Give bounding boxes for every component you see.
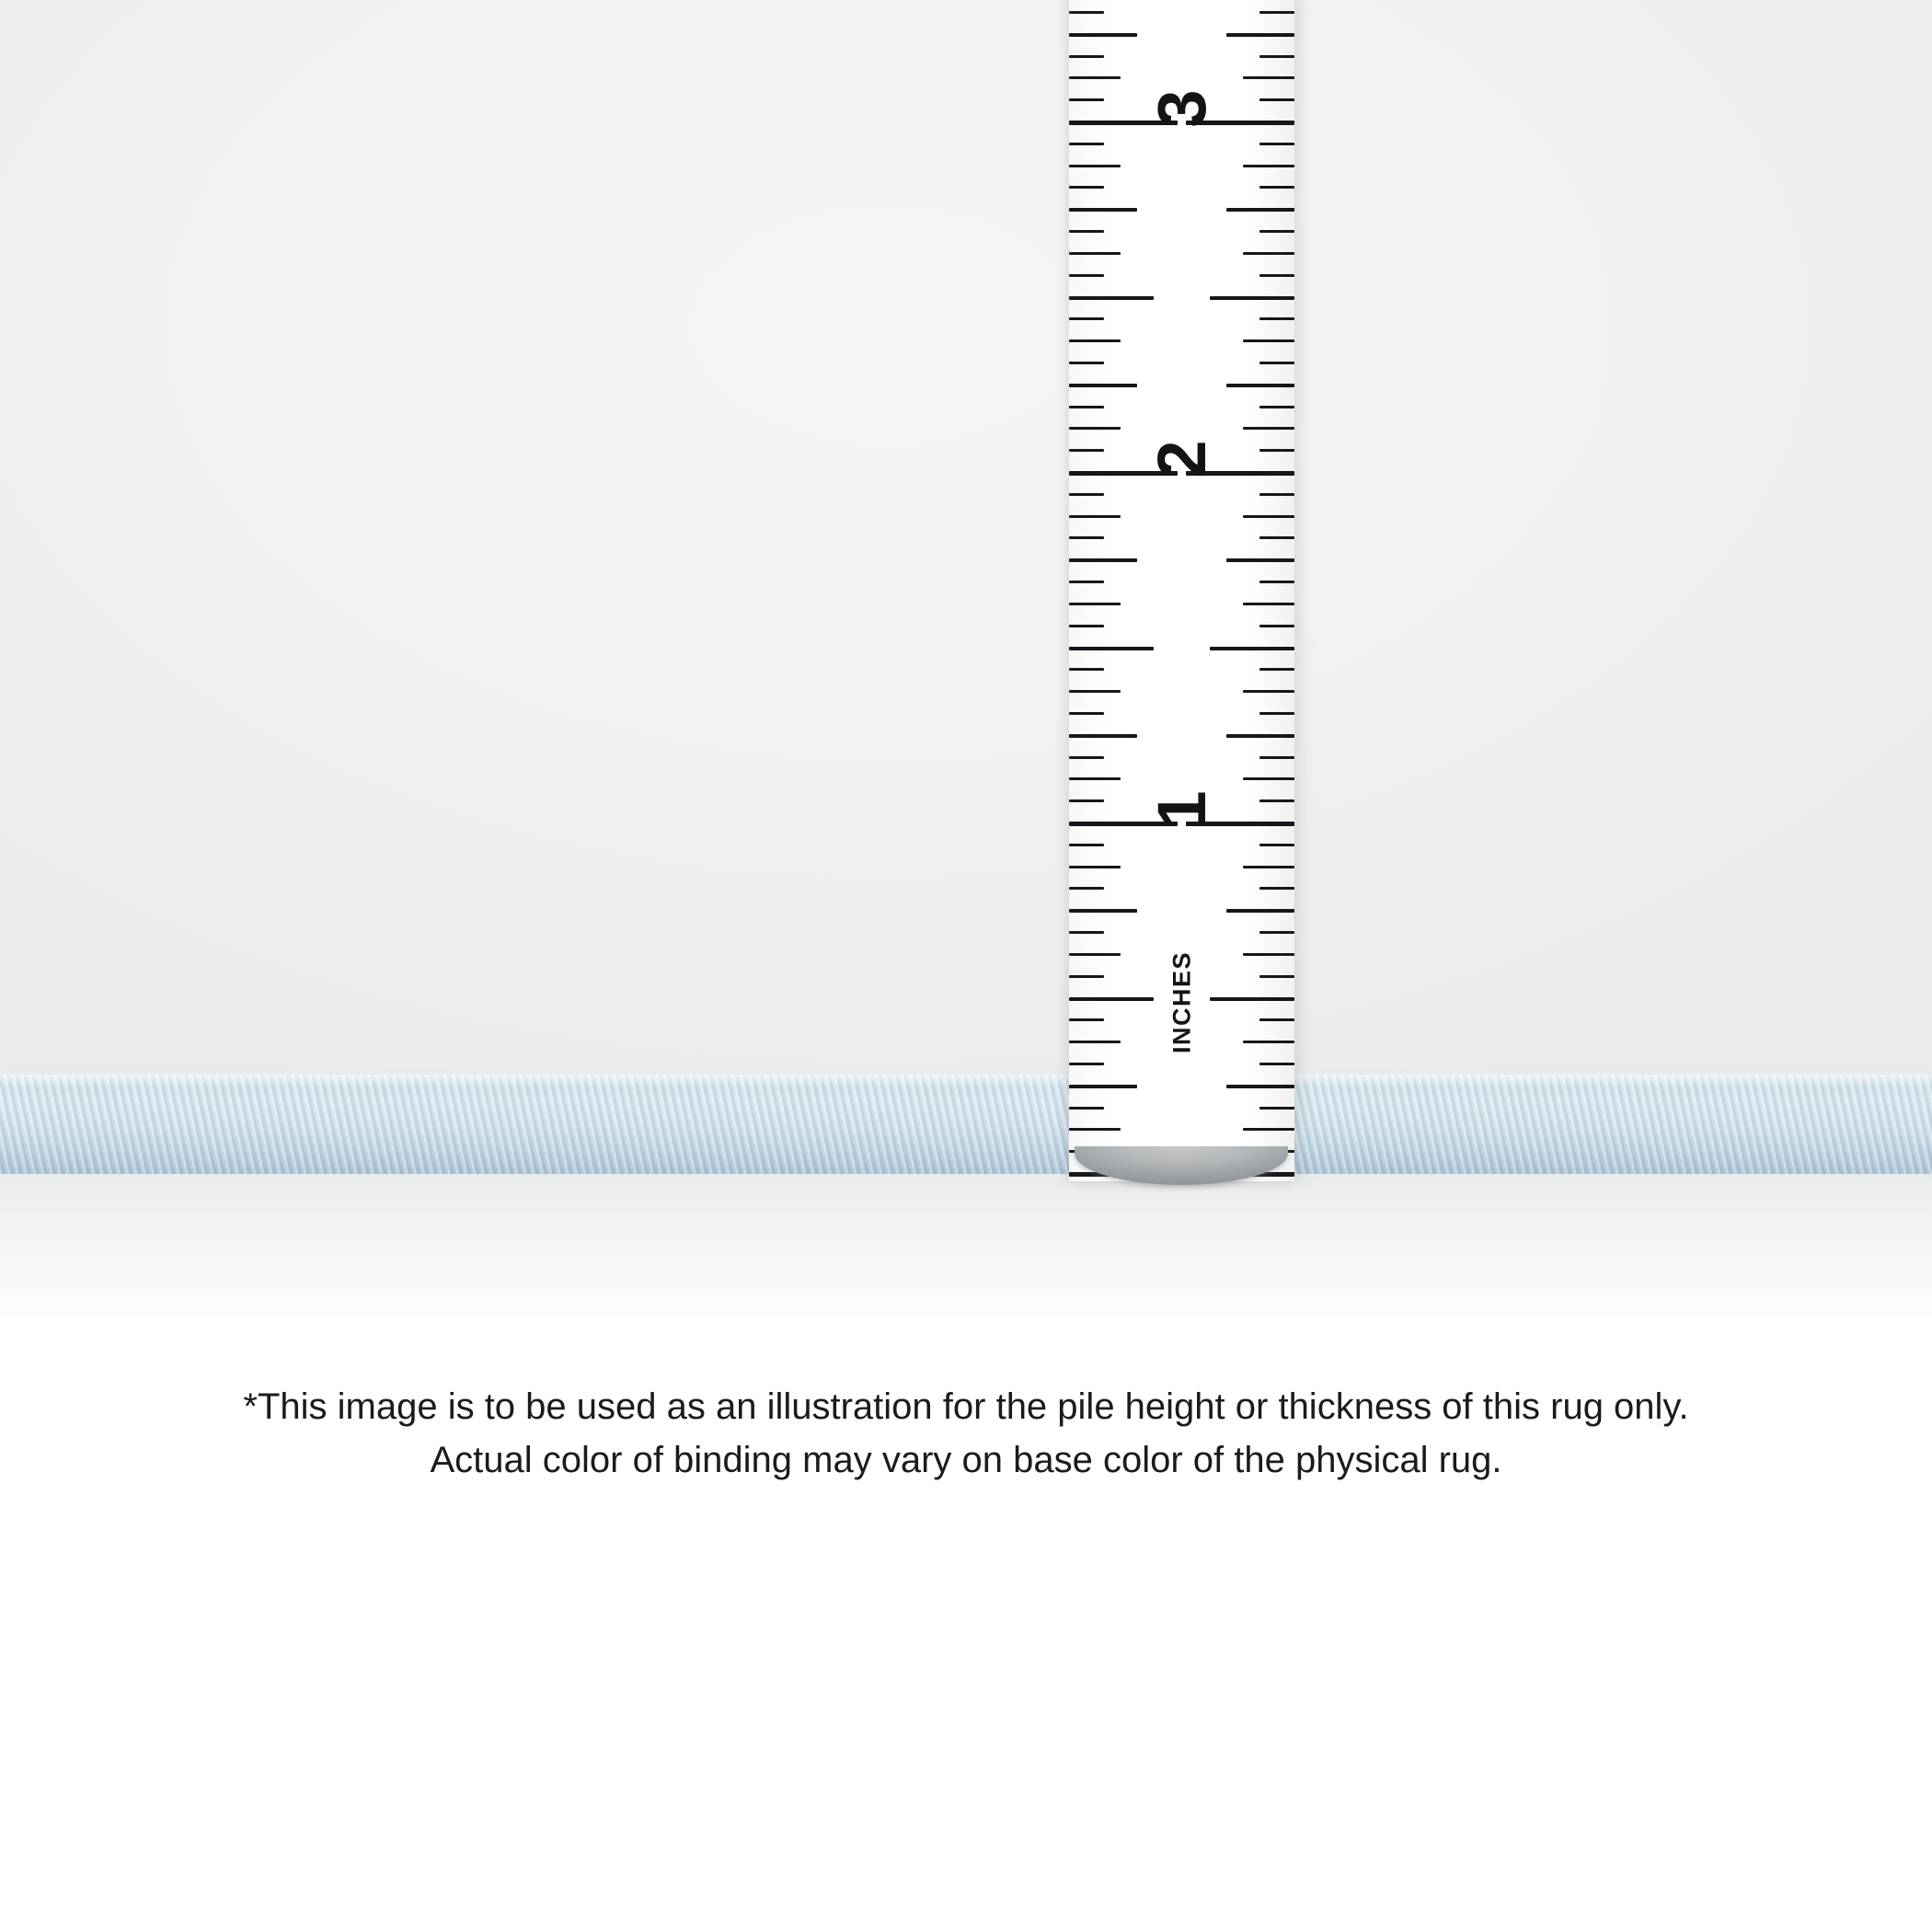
ruler-tick bbox=[1069, 230, 1104, 233]
ruler-tick bbox=[1259, 668, 1294, 671]
ruler-tick bbox=[1069, 844, 1104, 846]
ruler-tick bbox=[1259, 931, 1294, 934]
ruler-unit-label: INCHES bbox=[1167, 951, 1195, 1054]
ruler-tick bbox=[1069, 668, 1104, 671]
ruler-tick bbox=[1259, 1018, 1294, 1021]
ruler-number-label: 1 bbox=[1143, 790, 1220, 829]
ruler-tick bbox=[1226, 208, 1294, 212]
ruler-tick bbox=[1243, 339, 1294, 342]
ruler-tick bbox=[1210, 647, 1294, 650]
ruler-tick bbox=[1243, 1128, 1294, 1131]
ruler-tick bbox=[1069, 98, 1104, 101]
ruler-tick bbox=[1069, 515, 1121, 518]
ruler-tick bbox=[1243, 76, 1294, 79]
ruler-tick bbox=[1243, 515, 1294, 518]
ruler-tick bbox=[1069, 799, 1104, 802]
ruler-tick bbox=[1069, 55, 1104, 58]
ruler-tick bbox=[1069, 208, 1137, 212]
ruler-tick bbox=[1069, 909, 1137, 913]
ruler-tick bbox=[1243, 866, 1294, 868]
ruler-tick bbox=[1243, 953, 1294, 956]
ruler-tick bbox=[1259, 625, 1294, 627]
ruler-tick bbox=[1069, 449, 1104, 452]
ruler-tick bbox=[1226, 734, 1294, 738]
ruler-tick bbox=[1243, 690, 1294, 693]
ruler-tick bbox=[1069, 274, 1104, 277]
ruler-number-label: 2 bbox=[1143, 440, 1220, 478]
ruler-ticks bbox=[1069, 0, 1294, 1181]
tape-measure-ruler bbox=[1069, 0, 1294, 1181]
ruler-tick bbox=[1069, 296, 1154, 300]
ruler-tick bbox=[1069, 33, 1137, 37]
ruler-tick bbox=[1069, 186, 1104, 189]
caption-line-2: Actual color of binding may vary on base color of the physical rug. bbox=[430, 1440, 1502, 1480]
ruler-tick bbox=[1069, 427, 1121, 430]
ruler-tick bbox=[1259, 975, 1294, 978]
ruler-tick bbox=[1259, 11, 1294, 14]
ruler-tick bbox=[1069, 362, 1104, 364]
ruler-tick bbox=[1226, 1085, 1294, 1088]
ruler-tick bbox=[1259, 55, 1294, 58]
ruler-tick bbox=[1069, 931, 1104, 934]
ruler-tick bbox=[1069, 406, 1104, 408]
ruler-tick bbox=[1226, 33, 1294, 37]
ruler-tick bbox=[1069, 975, 1104, 978]
ruler-tick bbox=[1069, 1018, 1104, 1021]
ruler-tick bbox=[1259, 493, 1294, 496]
ruler-tick bbox=[1243, 603, 1294, 605]
ruler-tick bbox=[1069, 866, 1121, 868]
ruler-tick bbox=[1069, 887, 1104, 890]
ruler-tick bbox=[1210, 997, 1294, 1001]
ruler-tick bbox=[1259, 143, 1294, 145]
ruler-tick bbox=[1243, 252, 1294, 255]
ruler-tick bbox=[1259, 98, 1294, 101]
ruler-tick bbox=[1069, 493, 1104, 496]
ruler-tick bbox=[1259, 1107, 1294, 1110]
ruler-tick bbox=[1069, 603, 1121, 605]
ruler-tick bbox=[1259, 887, 1294, 890]
ruler-tick bbox=[1069, 536, 1104, 539]
ruler-tick bbox=[1243, 1041, 1294, 1043]
ruler-tick bbox=[1069, 712, 1104, 715]
ruler-tick bbox=[1069, 1128, 1121, 1131]
ruler-tick bbox=[1069, 165, 1121, 167]
ruler-tick bbox=[1069, 756, 1104, 759]
ruler-tick bbox=[1210, 296, 1294, 300]
ruler-tick bbox=[1259, 449, 1294, 452]
ruler-tick bbox=[1069, 76, 1121, 79]
ruler-tick bbox=[1243, 427, 1294, 430]
ruler-tick bbox=[1069, 143, 1104, 145]
ruler-tick bbox=[1259, 799, 1294, 802]
ruler-tick bbox=[1226, 909, 1294, 913]
ruler-tick bbox=[1069, 734, 1137, 738]
ruler-tick bbox=[1069, 581, 1104, 583]
ruler-tick bbox=[1259, 1063, 1294, 1065]
ruler-tick bbox=[1259, 756, 1294, 759]
ruler-tick bbox=[1069, 647, 1154, 650]
ruler-tick bbox=[1259, 406, 1294, 408]
ruler-tick bbox=[1069, 777, 1121, 780]
ruler-tick bbox=[1259, 186, 1294, 189]
ruler-tick bbox=[1069, 953, 1121, 956]
ruler-tick bbox=[1259, 274, 1294, 277]
ruler-tick bbox=[1069, 1085, 1137, 1088]
ruler-tick bbox=[1259, 362, 1294, 364]
ruler-tick bbox=[1069, 558, 1137, 562]
rug-binding-edge bbox=[0, 1075, 1932, 1176]
ruler-tick bbox=[1259, 230, 1294, 233]
ruler-tick bbox=[1069, 625, 1104, 627]
ruler-tick bbox=[1259, 536, 1294, 539]
ruler-tick bbox=[1226, 384, 1294, 387]
ruler-tick bbox=[1069, 11, 1104, 14]
ruler-tick bbox=[1069, 317, 1104, 320]
ruler-tick bbox=[1259, 317, 1294, 320]
ruler-tick bbox=[1069, 997, 1154, 1001]
ruler-tick bbox=[1243, 165, 1294, 167]
ruler-tick bbox=[1259, 581, 1294, 583]
ruler-tick bbox=[1069, 1107, 1104, 1110]
ruler-tick bbox=[1259, 844, 1294, 846]
ruler-tick bbox=[1226, 558, 1294, 562]
ruler-tick bbox=[1069, 690, 1121, 693]
ruler-tick bbox=[1069, 1041, 1121, 1043]
ruler-tick bbox=[1259, 712, 1294, 715]
ruler-number-label: 3 bbox=[1143, 89, 1220, 128]
caption-block bbox=[0, 1380, 1932, 1487]
ruler-tick bbox=[1243, 777, 1294, 780]
ruler-tick bbox=[1069, 339, 1121, 342]
floor-surface bbox=[0, 1174, 1932, 1316]
ruler-tick bbox=[1069, 384, 1137, 387]
ruler-tick bbox=[1069, 1063, 1104, 1065]
ruler-tick bbox=[1069, 252, 1121, 255]
caption-line-1: *This image is to be used as an illustration for the pile height or thickness of this rug only. bbox=[243, 1386, 1689, 1427]
